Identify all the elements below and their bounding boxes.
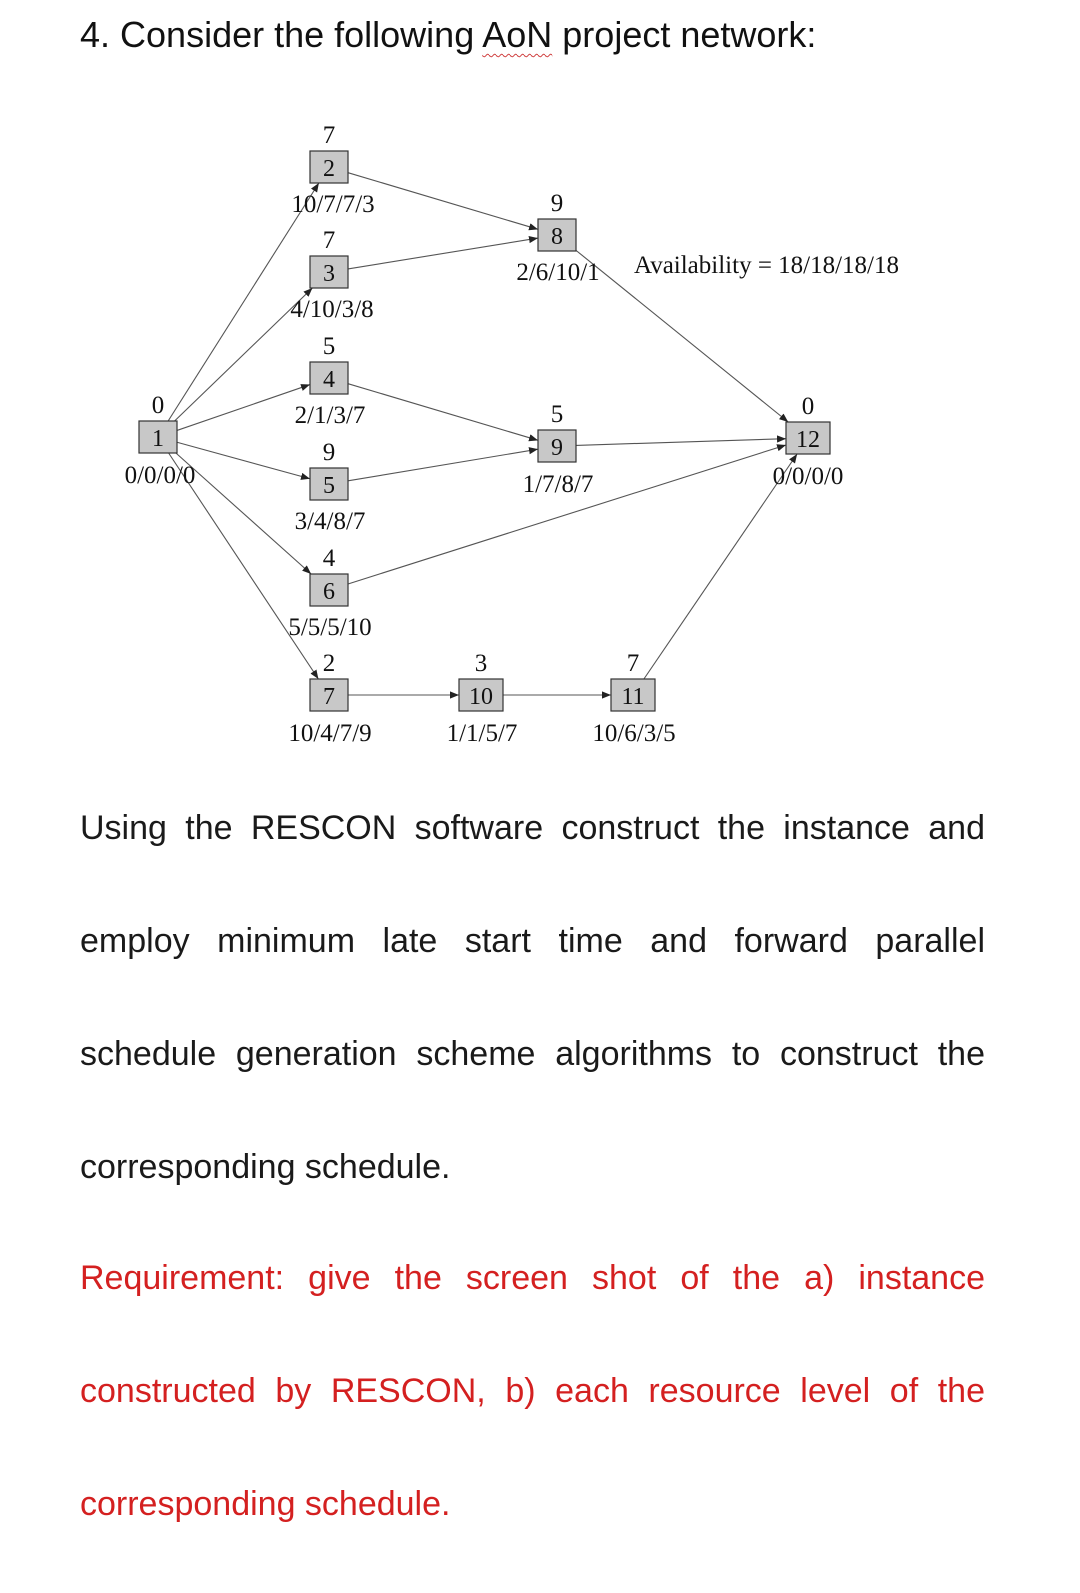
node-resources: 5/5/5/10 — [288, 614, 372, 641]
node-duration: 5 — [322, 333, 336, 360]
activity-node-6 — [288, 545, 371, 641]
requirement-paragraph: Requirement: give the screen shot of the a) instance constructed by RESCON, b) each resource level of the corresponding schedule. — [80, 1259, 985, 1523]
activity-node-4 — [295, 333, 366, 429]
node-resources: 2/1/3/7 — [294, 402, 366, 429]
node-id: 6 — [323, 579, 335, 605]
node-resources: 1/1/5/7 — [446, 720, 518, 747]
aon-term: AoN — [482, 14, 553, 55]
activity-node-8 — [516, 190, 599, 286]
node-id: 4 — [323, 367, 335, 393]
edge-5-to-9 — [348, 449, 538, 481]
activity-node-5 — [295, 439, 366, 535]
node-id: 1 — [152, 426, 164, 452]
node-id: 8 — [551, 224, 563, 250]
node-duration: 9 — [322, 439, 336, 466]
node-resources: 0/0/0/0 — [124, 462, 196, 489]
node-duration: 7 — [322, 227, 336, 254]
node-duration: 2 — [322, 650, 336, 677]
node-id: 2 — [323, 156, 335, 182]
node-resources: 3/4/8/7 — [294, 508, 366, 535]
node-resources: 10/6/3/5 — [592, 720, 676, 747]
activity-node-3 — [290, 227, 373, 323]
node-resources: 2/6/10/1 — [516, 259, 600, 286]
edge-3-to-8 — [348, 238, 538, 269]
edge-1-to-5 — [177, 442, 310, 479]
activity-node-11 — [592, 650, 675, 747]
node-resources: 1/7/8/7 — [522, 471, 594, 498]
node-duration: 4 — [322, 545, 336, 572]
activity-node-1 — [125, 392, 196, 489]
question-heading — [80, 14, 816, 56]
activity-node-10 — [447, 650, 518, 747]
network-nodes — [125, 122, 844, 747]
node-id: 10 — [469, 684, 493, 710]
node-id: 12 — [796, 427, 820, 453]
node-duration: 9 — [550, 190, 564, 217]
node-resources: 0/0/0/0 — [772, 463, 844, 490]
activity-node-12 — [773, 393, 844, 490]
instructions-paragraph: Using the RESCON software construct the instance and employ minimum late start time and forward parallel schedule generation scheme algorithms to construct the corresponding schedule. — [80, 809, 985, 1186]
edge-4-to-9 — [348, 384, 538, 441]
node-id: 11 — [621, 684, 645, 710]
node-duration: 7 — [626, 650, 640, 677]
node-resources: 4/10/3/8 — [290, 296, 374, 323]
node-duration: 5 — [550, 401, 564, 428]
node-id: 5 — [323, 473, 335, 499]
node-id: 3 — [323, 261, 335, 287]
node-resources: 10/7/7/3 — [291, 191, 375, 218]
node-duration: 0 — [151, 392, 165, 419]
node-duration: 7 — [322, 122, 336, 149]
activity-node-7 — [288, 650, 371, 747]
node-resources: 10/4/7/9 — [288, 720, 372, 747]
node-id: 7 — [323, 684, 335, 710]
node-id: 9 — [551, 435, 563, 461]
question-prefix: 4. Consider the following — [80, 14, 483, 55]
edge-1-to-4 — [177, 385, 310, 431]
activity-node-2 — [291, 122, 374, 218]
edge-2-to-8 — [348, 173, 538, 230]
edge-1-to-6 — [176, 453, 311, 574]
availability-label: Availability = 18/18/18/18 — [634, 252, 900, 279]
node-duration: 3 — [474, 650, 488, 677]
edge-9-to-12 — [576, 439, 786, 446]
node-duration: 0 — [801, 393, 815, 420]
aon-network-diagram — [0, 95, 1080, 755]
question-suffix: project network: — [552, 14, 817, 55]
edge-6-to-12 — [348, 445, 786, 584]
